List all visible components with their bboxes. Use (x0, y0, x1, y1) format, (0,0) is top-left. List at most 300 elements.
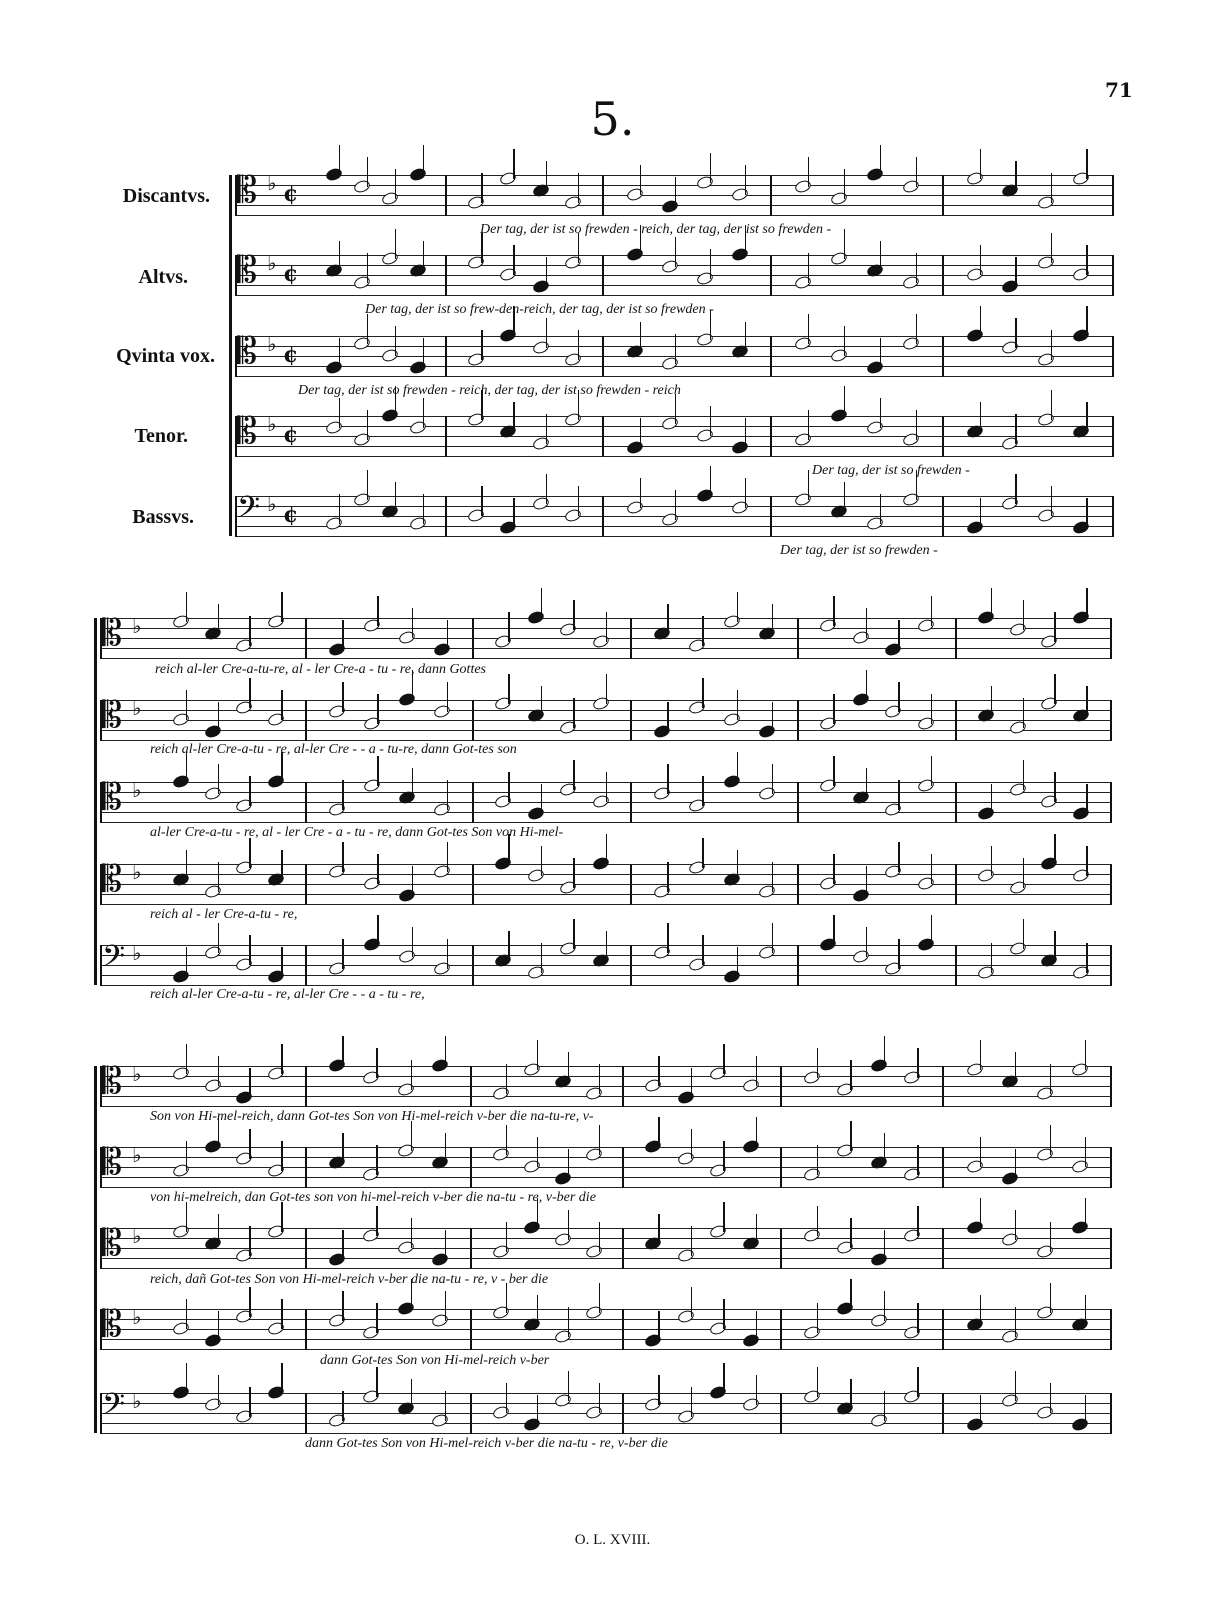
barline (100, 700, 102, 741)
flat-icon: ♭ (132, 778, 142, 802)
note-stem (376, 1048, 377, 1078)
staff-line (235, 295, 1112, 296)
barline (1110, 1147, 1112, 1188)
barline (942, 1393, 944, 1434)
barline (630, 782, 632, 823)
note-stem (1051, 486, 1052, 516)
c-clef-icon: 𝄡 (102, 1223, 123, 1264)
note-stem (658, 1375, 659, 1405)
note-stem (599, 1383, 600, 1413)
note-stem (991, 943, 992, 973)
note-stem (376, 1145, 377, 1175)
note-stem (447, 620, 448, 650)
note-stem (541, 784, 542, 814)
note-stem (772, 923, 773, 953)
staff-line (100, 1147, 1110, 1148)
flat-icon: ♭ (267, 251, 277, 275)
note-stem (737, 850, 738, 880)
system-1-lyrics-3: Der tag, der ist so frewden - reich, der tag, der ist so frewden - reich (298, 383, 681, 398)
note-stem (691, 1068, 692, 1098)
note-stem (281, 690, 282, 720)
system-2-lyrics-3: al-ler Cre-a-tu - re, al - ler Cre - a - tu - re, dann Got-tes Son von Hi-mel- (150, 825, 564, 840)
note-stem (675, 237, 676, 267)
flat-icon: ♭ (132, 696, 142, 720)
c-clef-icon: 𝄡 (102, 859, 123, 900)
note-stem (723, 1299, 724, 1329)
barline (100, 618, 102, 659)
note-stem (412, 608, 413, 638)
note-stem (702, 616, 703, 646)
barline (797, 782, 799, 823)
barline (1112, 175, 1114, 216)
note-stem (640, 165, 641, 195)
note-stem (723, 1363, 724, 1393)
system-1-lyrics-5: Der tag, der ist so frewden - (780, 543, 938, 558)
barline (100, 945, 102, 986)
barline (630, 700, 632, 741)
note-stem (880, 145, 881, 175)
note-stem (508, 931, 509, 961)
bass-clef-icon: 𝄢 (237, 491, 261, 532)
barline (445, 255, 447, 296)
c-clef-icon: 𝄡 (237, 250, 258, 291)
note-stem (916, 410, 917, 440)
note-stem (1054, 674, 1055, 704)
note-stem (1015, 161, 1016, 191)
note-stem (844, 482, 845, 512)
staff-line (235, 456, 1112, 457)
barline (770, 255, 772, 296)
barline (305, 1393, 307, 1434)
staff-line (235, 215, 1112, 216)
note-stem (546, 257, 547, 287)
barline (622, 1393, 624, 1434)
note-stem (772, 604, 773, 634)
note-stem (541, 846, 542, 876)
note-stem (218, 702, 219, 732)
note-stem (866, 768, 867, 798)
note-stem (808, 253, 809, 283)
staff-line (100, 1339, 1110, 1340)
note-stem (675, 490, 676, 520)
note-stem (991, 784, 992, 814)
barline (470, 1147, 472, 1188)
note-stem (606, 772, 607, 802)
note-stem (658, 1214, 659, 1244)
barline (797, 945, 799, 986)
note-stem (898, 682, 899, 712)
note-stem (578, 486, 579, 516)
note-stem (395, 326, 396, 356)
note-stem (568, 1371, 569, 1401)
note-stem (447, 939, 448, 969)
barline (472, 618, 474, 659)
note-stem (411, 1218, 412, 1248)
note-stem (1015, 1371, 1016, 1401)
staff (100, 859, 1110, 904)
barline (602, 416, 604, 457)
barline (780, 1228, 782, 1269)
system-2-lyrics-5: reich al-ler Cre-a-tu - re, al-ler Cre - - a - tu - re, (150, 987, 425, 1002)
note-stem (281, 850, 282, 880)
note-stem (342, 842, 343, 872)
flat-icon: ♭ (132, 941, 142, 965)
note-stem (412, 768, 413, 798)
note-stem (249, 616, 250, 646)
note-stem (249, 1068, 250, 1098)
staff-line (100, 1433, 1110, 1434)
staff-line (100, 1403, 1110, 1404)
barline (305, 1228, 307, 1269)
barline (1110, 1309, 1112, 1350)
note-stem (658, 1311, 659, 1341)
note-stem (578, 330, 579, 360)
note-stem (710, 466, 711, 496)
note-stem (568, 1149, 569, 1179)
note-stem (412, 927, 413, 957)
barline (100, 782, 102, 823)
barline (1110, 945, 1112, 986)
note-stem (917, 1048, 918, 1078)
footer-label: O. L. XVIII. (574, 1532, 651, 1548)
note-stem (218, 604, 219, 634)
cut-time-icon: ¢ (283, 181, 299, 207)
system-3-lyrics-5: dann Got-tes Son von Hi-mel-reich v-ber die na-tu - re, v-ber die (305, 1436, 668, 1451)
barline (797, 618, 799, 659)
flat-icon: ♭ (132, 1062, 142, 1086)
note-stem (249, 1226, 250, 1256)
barline (305, 782, 307, 823)
note-stem (573, 698, 574, 728)
staff-line (100, 1248, 1110, 1249)
note-stem (745, 322, 746, 352)
note-stem (1054, 931, 1055, 961)
barline (942, 255, 944, 296)
note-stem (931, 854, 932, 884)
note-stem (880, 241, 881, 271)
barline (602, 336, 604, 377)
note-stem (445, 1391, 446, 1421)
note-stem (606, 931, 607, 961)
note-stem (186, 1363, 187, 1393)
note-stem (1086, 306, 1087, 336)
note-stem (980, 245, 981, 275)
barline (942, 175, 944, 216)
note-stem (606, 612, 607, 642)
barline (942, 496, 944, 537)
note-stem (377, 756, 378, 786)
note-stem (513, 245, 514, 275)
note-stem (423, 398, 424, 428)
note-stem (376, 1303, 377, 1333)
note-stem (917, 1206, 918, 1236)
note-stem (342, 620, 343, 650)
barline (630, 864, 632, 905)
note-stem (1086, 846, 1087, 876)
note-stem (513, 149, 514, 179)
note-stem (1086, 498, 1087, 528)
barline (1110, 700, 1112, 741)
note-stem (723, 1044, 724, 1074)
note-stem (817, 1145, 818, 1175)
note-stem (218, 923, 219, 953)
note-stem (1051, 390, 1052, 420)
voice-label-bassus: Bassvs. (132, 506, 194, 528)
note-stem (445, 1036, 446, 1066)
note-stem (898, 620, 899, 650)
barline (445, 175, 447, 216)
barline (942, 1147, 944, 1188)
note-stem (606, 674, 607, 704)
barline (770, 416, 772, 457)
note-stem (691, 1226, 692, 1256)
note-stem (756, 1117, 757, 1147)
note-stem (249, 1387, 250, 1417)
note-stem (339, 338, 340, 368)
note-stem (376, 1367, 377, 1397)
note-stem (710, 406, 711, 436)
note-stem (1050, 1064, 1051, 1094)
note-stem (1054, 612, 1055, 642)
barline (942, 1228, 944, 1269)
flat-icon: ♭ (132, 614, 142, 638)
staff-line (100, 1177, 1110, 1178)
note-stem (281, 1363, 282, 1393)
note-stem (599, 1064, 600, 1094)
note-stem (541, 943, 542, 973)
note-stem (1086, 245, 1087, 275)
barline (780, 1309, 782, 1350)
note-stem (423, 494, 424, 524)
piece-number: 5. (590, 92, 635, 146)
barline (602, 175, 604, 216)
note-stem (808, 470, 809, 500)
staff-line (100, 1187, 1110, 1188)
staff-line (100, 822, 1110, 823)
note-stem (1023, 858, 1024, 888)
note-stem (980, 1040, 981, 1070)
note-stem (710, 153, 711, 183)
note-stem (884, 1133, 885, 1163)
system-3-lyrics-1: Son von Hi-mel-reich, dann Got-tes Son von Hi-mel-reich v-ber die na-tu-re, v- (150, 1109, 594, 1124)
flat-icon: ♭ (267, 332, 277, 356)
note-stem (568, 1210, 569, 1240)
note-stem (884, 1036, 885, 1066)
barline (942, 416, 944, 457)
flat-icon: ♭ (132, 1389, 142, 1413)
barline (305, 618, 307, 659)
note-stem (573, 600, 574, 630)
note-stem (606, 834, 607, 864)
note-stem (1085, 1395, 1086, 1425)
note-stem (667, 923, 668, 953)
note-stem (249, 838, 250, 868)
cut-time-icon: ¢ (283, 422, 299, 448)
staff-line (100, 884, 1110, 885)
note-stem (411, 1060, 412, 1090)
barline (1112, 255, 1114, 296)
note-stem (702, 678, 703, 708)
flat-icon: ♭ (267, 412, 277, 436)
staff-line (235, 376, 1112, 377)
note-stem (342, 939, 343, 969)
barline (1110, 782, 1112, 823)
system-3-lyrics-2: von hi-melreich, dan Got-tes son von hi-mel-reich v-ber die na-tu - re, v-ber die (150, 1190, 596, 1205)
note-stem (702, 776, 703, 806)
note-stem (506, 1064, 507, 1094)
note-stem (991, 686, 992, 716)
staff-line (100, 812, 1110, 813)
note-stem (578, 173, 579, 203)
system-1-lyrics-2: Der tag, der ist so frew-den-reich, der tag, der ist so frewden - (365, 302, 714, 317)
staff-line (100, 648, 1110, 649)
note-stem (281, 1044, 282, 1074)
barline (100, 864, 102, 905)
c-clef-icon: 𝄡 (102, 613, 123, 654)
c-clef-icon: 𝄡 (237, 331, 258, 372)
barline (955, 618, 957, 659)
system-bracket (94, 1066, 97, 1433)
note-stem (1023, 760, 1024, 790)
cut-time-icon: ¢ (283, 261, 299, 287)
note-stem (931, 596, 932, 626)
note-stem (339, 241, 340, 271)
barline (235, 416, 237, 457)
flat-icon: ♭ (132, 1305, 142, 1329)
barline (602, 496, 604, 537)
note-stem (218, 1214, 219, 1244)
note-stem (411, 1379, 412, 1409)
staff-line (100, 894, 1110, 895)
note-stem (880, 494, 881, 524)
note-stem (1085, 1040, 1086, 1070)
note-stem (423, 241, 424, 271)
note-stem (573, 760, 574, 790)
barline (1110, 1228, 1112, 1269)
barline (622, 1228, 624, 1269)
note-stem (980, 402, 981, 432)
note-stem (1050, 1383, 1051, 1413)
barline (1110, 1393, 1112, 1434)
barline (955, 782, 957, 823)
c-clef-icon: 𝄡 (237, 411, 258, 452)
staff-line (100, 874, 1110, 875)
note-stem (737, 752, 738, 782)
note-stem (640, 322, 641, 352)
note-stem (931, 915, 932, 945)
note-stem (980, 149, 981, 179)
barline (1110, 1066, 1112, 1107)
note-stem (866, 866, 867, 896)
staff-line (100, 1268, 1110, 1269)
barline (780, 1393, 782, 1434)
note-stem (931, 756, 932, 786)
note-stem (808, 410, 809, 440)
barline (942, 1309, 944, 1350)
note-stem (411, 1121, 412, 1151)
system-bracket (94, 618, 97, 985)
barline (305, 864, 307, 905)
note-stem (844, 386, 845, 416)
note-stem (1015, 474, 1016, 504)
note-stem (218, 1375, 219, 1405)
note-stem (844, 169, 845, 199)
note-stem (1086, 686, 1087, 716)
cut-time-icon: ¢ (283, 342, 299, 368)
note-stem (513, 402, 514, 432)
note-stem (249, 935, 250, 965)
note-stem (844, 229, 845, 259)
staff-line (100, 1319, 1110, 1320)
note-stem (1086, 943, 1087, 973)
voice-label-altus: Altvs. (138, 266, 188, 288)
barline (472, 864, 474, 905)
note-stem (980, 306, 981, 336)
note-stem (817, 1206, 818, 1236)
note-stem (281, 947, 282, 977)
note-stem (1085, 1198, 1086, 1228)
note-stem (866, 670, 867, 700)
note-stem (412, 866, 413, 896)
staff-line (100, 710, 1110, 711)
note-stem (917, 1303, 918, 1333)
note-stem (1015, 257, 1016, 287)
barline (235, 175, 237, 216)
barline (235, 255, 237, 296)
note-stem (395, 482, 396, 512)
staff-line (100, 1349, 1110, 1350)
note-stem (537, 1137, 538, 1167)
note-stem (898, 780, 899, 810)
system-2-lyrics-1: reich al-ler Cre-a-tu-re, al - ler Cre-a - tu - re, dann Gottes (155, 662, 487, 677)
note-stem (546, 474, 547, 504)
note-stem (541, 686, 542, 716)
note-stem (481, 173, 482, 203)
barline (780, 1147, 782, 1188)
note-stem (506, 1125, 507, 1155)
note-stem (447, 780, 448, 810)
flat-icon: ♭ (132, 1224, 142, 1248)
note-stem (833, 694, 834, 724)
note-stem (833, 596, 834, 626)
note-stem (281, 1299, 282, 1329)
note-stem (1085, 1295, 1086, 1325)
staff-line (235, 195, 1112, 196)
note-stem (481, 330, 482, 360)
staff-line (100, 1076, 1110, 1077)
barline (942, 336, 944, 377)
staff (100, 1142, 1110, 1187)
flat-icon: ♭ (267, 171, 277, 195)
staff-line (100, 1167, 1110, 1168)
note-stem (756, 1375, 757, 1405)
note-stem (745, 418, 746, 448)
barline (602, 255, 604, 296)
staff (100, 1061, 1110, 1106)
note-stem (186, 690, 187, 720)
note-stem (445, 1291, 446, 1321)
note-stem (342, 682, 343, 712)
barline (622, 1147, 624, 1188)
note-stem (1051, 330, 1052, 360)
barline (305, 700, 307, 741)
note-stem (817, 1048, 818, 1078)
note-stem (186, 1141, 187, 1171)
note-stem (1050, 1125, 1051, 1155)
note-stem (249, 1287, 250, 1317)
note-stem (1015, 1210, 1016, 1240)
note-stem (1085, 1137, 1086, 1167)
